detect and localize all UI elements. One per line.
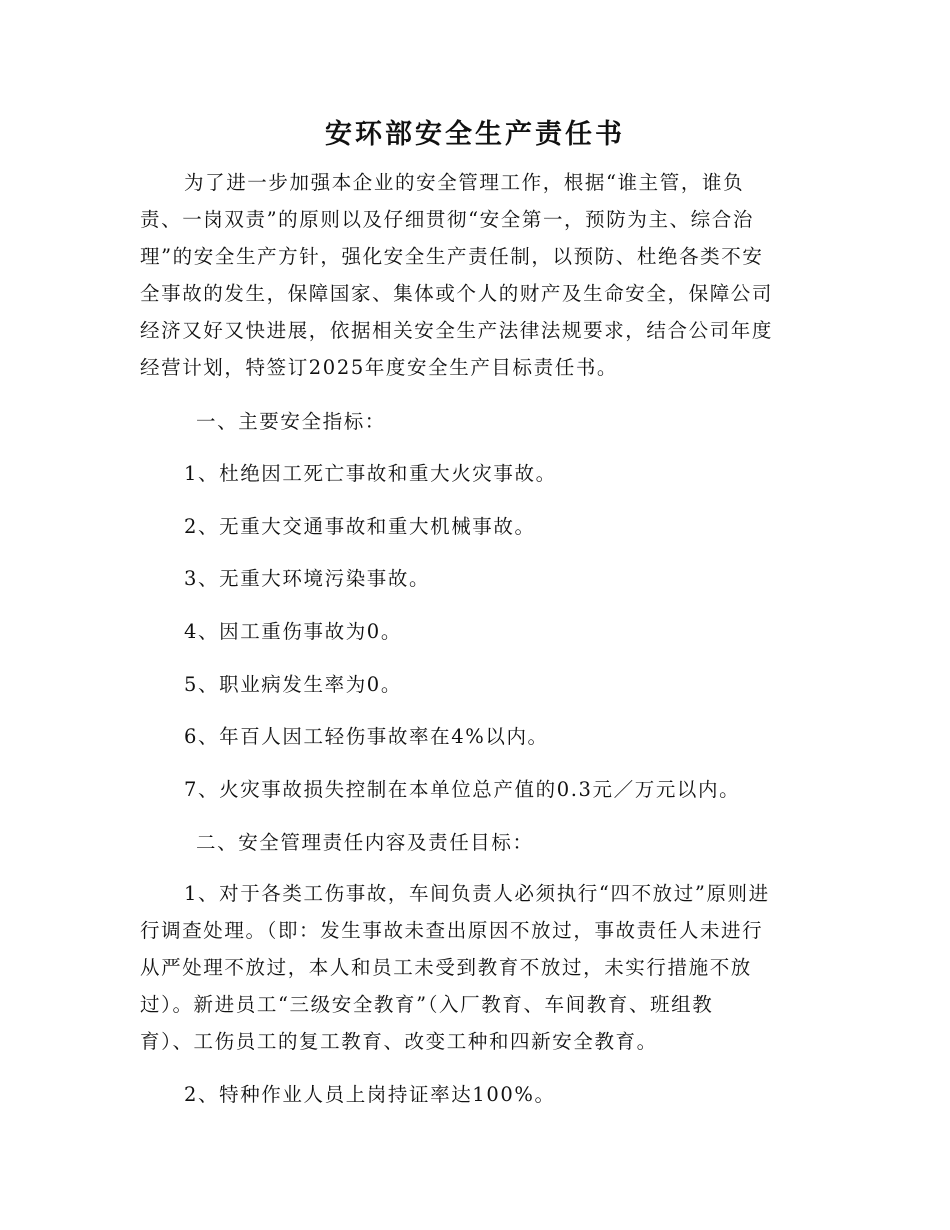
paragraph-line: 行调查处理。（即：发生事故未查出原因不放过，事故责任人未进行	[140, 919, 764, 942]
intro-line: 经济又好又快进展，依据相关安全生产法律法规要求，结合公司年度	[140, 319, 774, 342]
section-heading: 二、安全管理责任内容及责任目标：	[196, 831, 534, 854]
list-item: 2、特种作业人员上岗持证率达100%。	[184, 1083, 556, 1106]
list-item: 5、职业病发生率为0。	[184, 673, 402, 696]
paragraph-line: 过）。新进员工“三级安全教育”（入厂教育、车间教育、班组教	[140, 993, 714, 1016]
list-item: 4、因工重伤事故为0。	[184, 620, 402, 643]
list-item: 2、无重大交通事故和重大机械事故。	[184, 515, 536, 538]
paragraph-line: 从严处理不放过，本人和员工未受到教育不放过，未实行措施不放	[140, 956, 752, 979]
intro-line: 全事故的发生，保障国家、集体或个人的财产及生命安全，保障公司	[140, 282, 774, 305]
list-item: 6、年百人因工轻伤事故率在4%以内。	[184, 725, 549, 748]
document-title: 安环部安全生产责任书	[325, 119, 625, 150]
intro-line: 责、一岗双责”的原则以及仔细贯彻“安全第一，预防为主、综合治	[140, 208, 754, 231]
intro-line: 理”的安全生产方针，强化安全生产责任制，以预防、杜绝各类不安	[140, 245, 764, 268]
paragraph-line: 育）、工伤员工的复工教育、改变工种和四新安全教育。	[140, 1030, 658, 1053]
section-heading: 一、主要安全指标：	[196, 410, 386, 433]
list-item: 3、无重大环境污染事故。	[184, 567, 431, 590]
list-item: 7、火灾事故损失控制在本单位总产值的0.3元／万元以内。	[184, 778, 741, 801]
list-item: 1、杜绝因工死亡事故和重大火灾事故。	[184, 462, 557, 485]
intro-line: 经营计划，特签订2025年度安全生产目标责任书。	[140, 356, 619, 379]
intro-line: 为了进一步加强本企业的安全管理工作，根据“谁主管，谁负	[184, 171, 745, 194]
paragraph-line: 1、对于各类工伤事故，车间负责人必须执行“四不放过”原则进	[184, 882, 770, 905]
